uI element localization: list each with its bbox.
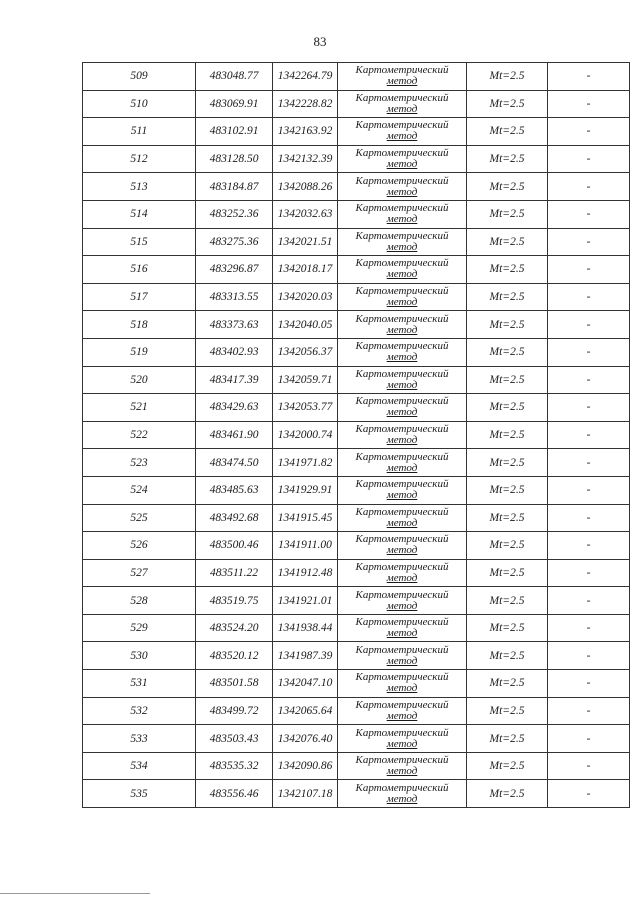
table-row [83, 559, 630, 587]
footer-divider [0, 893, 150, 894]
method-label: Картометрический [355, 340, 449, 353]
note-cell: - [548, 504, 630, 532]
accuracy-cell: Mt=2.5 [467, 587, 548, 615]
method-label: Картометрический [355, 505, 449, 518]
method-label-cont: метод [386, 158, 418, 171]
coordinate-x: 483500.46 [196, 532, 273, 560]
table-row [83, 118, 630, 146]
coordinate-y: 1341915.45 [273, 504, 338, 532]
point-number: 525 [83, 504, 196, 532]
table-row [83, 228, 630, 256]
note-cell: - [548, 256, 630, 284]
method-label-cont: метод [386, 682, 418, 695]
accuracy-cell: Mt=2.5 [467, 118, 548, 146]
method-label: Картометрический [355, 229, 449, 242]
method-label-cont: метод [386, 627, 418, 640]
accuracy-cell: Mt=2.5 [467, 90, 548, 118]
point-number: 516 [83, 256, 196, 284]
accuracy-cell: Mt=2.5 [467, 780, 548, 808]
method-cell [338, 725, 467, 753]
point-number: 515 [83, 228, 196, 256]
coordinate-y: 1341911.00 [273, 532, 338, 560]
table-row [83, 63, 630, 91]
coordinate-y: 1342088.26 [273, 173, 338, 201]
point-number: 526 [83, 532, 196, 560]
coordinate-x: 483524.20 [196, 614, 273, 642]
method-cell [338, 90, 467, 118]
method-cell [338, 587, 467, 615]
method-cell [338, 283, 467, 311]
coordinate-x: 483402.93 [196, 338, 273, 366]
point-number: 519 [83, 338, 196, 366]
table-row [83, 90, 630, 118]
coordinate-y: 1342040.05 [273, 311, 338, 339]
method-label: Картометрический [355, 671, 449, 684]
note-cell: - [548, 173, 630, 201]
method-label-cont: метод [386, 240, 418, 253]
coordinate-y: 1342053.77 [273, 394, 338, 422]
coordinate-x: 483296.87 [196, 256, 273, 284]
coordinate-y: 1342107.18 [273, 780, 338, 808]
table-row [83, 421, 630, 449]
method-label-cont: метод [386, 434, 418, 447]
method-label-cont: метод [386, 213, 418, 226]
coordinate-y: 1342065.64 [273, 697, 338, 725]
method-label: Картометрический [355, 119, 449, 132]
point-number: 529 [83, 614, 196, 642]
coordinate-y: 1342228.82 [273, 90, 338, 118]
method-cell [338, 780, 467, 808]
point-number: 512 [83, 145, 196, 173]
accuracy-cell: Mt=2.5 [467, 697, 548, 725]
accuracy-cell: Mt=2.5 [467, 63, 548, 91]
coordinate-x: 483373.63 [196, 311, 273, 339]
point-number: 523 [83, 449, 196, 477]
table-row [83, 697, 630, 725]
coordinate-x: 483252.36 [196, 200, 273, 228]
method-cell [338, 173, 467, 201]
note-cell: - [548, 476, 630, 504]
method-label: Картометрический [355, 257, 449, 270]
point-number: 522 [83, 421, 196, 449]
coordinate-x: 483313.55 [196, 283, 273, 311]
accuracy-cell: Mt=2.5 [467, 752, 548, 780]
coordinate-x: 483461.90 [196, 421, 273, 449]
method-label: Картометрический [355, 395, 449, 408]
accuracy-cell: Mt=2.5 [467, 283, 548, 311]
method-label-cont: метод [386, 378, 418, 391]
point-number: 533 [83, 725, 196, 753]
coordinate-x: 483474.50 [196, 449, 273, 477]
note-cell: - [548, 642, 630, 670]
point-number: 520 [83, 366, 196, 394]
method-label-cont: метод [386, 516, 418, 529]
coordinate-y: 1341938.44 [273, 614, 338, 642]
method-label-cont: метод [386, 599, 418, 612]
method-label-cont: метод [386, 461, 418, 474]
coordinate-y: 1342090.86 [273, 752, 338, 780]
note-cell: - [548, 449, 630, 477]
coordinate-x: 483519.75 [196, 587, 273, 615]
point-number: 513 [83, 173, 196, 201]
method-cell [338, 366, 467, 394]
table-row [83, 476, 630, 504]
method-cell [338, 63, 467, 91]
method-label-cont: метод [386, 765, 418, 778]
point-number: 511 [83, 118, 196, 146]
method-label: Картометрический [355, 781, 449, 794]
method-label-cont: метод [386, 185, 418, 198]
point-number: 518 [83, 311, 196, 339]
accuracy-cell: Mt=2.5 [467, 725, 548, 753]
note-cell: - [548, 228, 630, 256]
coordinate-y: 1342056.37 [273, 338, 338, 366]
method-cell [338, 752, 467, 780]
table-row [83, 670, 630, 698]
accuracy-cell: Mt=2.5 [467, 421, 548, 449]
coordinate-x: 483128.50 [196, 145, 273, 173]
note-cell: - [548, 532, 630, 560]
method-cell [338, 504, 467, 532]
method-label-cont: метод [386, 296, 418, 309]
point-number: 524 [83, 476, 196, 504]
point-number: 530 [83, 642, 196, 670]
table-row [83, 642, 630, 670]
accuracy-cell: Mt=2.5 [467, 338, 548, 366]
accuracy-cell: Mt=2.5 [467, 642, 548, 670]
note-cell: - [548, 614, 630, 642]
coordinate-y: 1342020.03 [273, 283, 338, 311]
accuracy-cell: Mt=2.5 [467, 228, 548, 256]
accuracy-cell: Mt=2.5 [467, 476, 548, 504]
method-label: Картометрический [355, 560, 449, 573]
coordinate-y: 1342032.63 [273, 200, 338, 228]
coordinate-x: 483069.91 [196, 90, 273, 118]
method-label: Картометрический [355, 202, 449, 215]
method-cell [338, 311, 467, 339]
method-label: Картометрический [355, 726, 449, 739]
note-cell: - [548, 283, 630, 311]
table-row [83, 283, 630, 311]
accuracy-cell: Mt=2.5 [467, 394, 548, 422]
note-cell: - [548, 780, 630, 808]
table-row [83, 532, 630, 560]
method-cell [338, 118, 467, 146]
method-label-cont: метод [386, 709, 418, 722]
note-cell: - [548, 670, 630, 698]
note-cell: - [548, 311, 630, 339]
note-cell: - [548, 587, 630, 615]
point-number: 510 [83, 90, 196, 118]
coordinate-y: 1342000.74 [273, 421, 338, 449]
method-label-cont: метод [386, 737, 418, 750]
coordinate-x: 483275.36 [196, 228, 273, 256]
method-label: Картометрический [355, 478, 449, 491]
method-label: Картометрический [355, 147, 449, 160]
method-label: Картометрический [355, 285, 449, 298]
method-label-cont: метод [386, 792, 418, 805]
table-row [83, 311, 630, 339]
accuracy-cell: Mt=2.5 [467, 311, 548, 339]
method-label-cont: метод [386, 544, 418, 557]
method-label: Картометрический [355, 533, 449, 546]
point-number: 534 [83, 752, 196, 780]
point-number: 509 [83, 63, 196, 91]
coordinate-x: 483492.68 [196, 504, 273, 532]
coordinate-x: 483511.22 [196, 559, 273, 587]
method-cell [338, 394, 467, 422]
point-number: 532 [83, 697, 196, 725]
point-number: 531 [83, 670, 196, 698]
point-number: 514 [83, 200, 196, 228]
table-row [83, 614, 630, 642]
method-label: Картометрический [355, 450, 449, 463]
table-row [83, 504, 630, 532]
coordinate-x: 483501.58 [196, 670, 273, 698]
method-label: Картометрический [355, 64, 449, 77]
method-cell [338, 559, 467, 587]
method-label: Картометрический [355, 698, 449, 711]
coordinate-x: 483417.39 [196, 366, 273, 394]
note-cell: - [548, 725, 630, 753]
accuracy-cell: Mt=2.5 [467, 145, 548, 173]
accuracy-cell: Mt=2.5 [467, 449, 548, 477]
accuracy-cell: Mt=2.5 [467, 504, 548, 532]
coordinate-x: 483048.77 [196, 63, 273, 91]
table-row [83, 780, 630, 808]
method-label: Картометрический [355, 91, 449, 104]
method-label-cont: метод [386, 130, 418, 143]
method-label-cont: метод [386, 268, 418, 281]
method-label-cont: метод [386, 489, 418, 502]
coordinate-x: 483520.12 [196, 642, 273, 670]
table-row [83, 587, 630, 615]
table-row [83, 752, 630, 780]
point-number: 517 [83, 283, 196, 311]
coordinate-y: 1342264.79 [273, 63, 338, 91]
coordinate-y: 1342076.40 [273, 725, 338, 753]
table-row [83, 366, 630, 394]
method-label: Картометрический [355, 643, 449, 656]
method-label-cont: метод [386, 323, 418, 336]
coordinate-y: 1342021.51 [273, 228, 338, 256]
note-cell: - [548, 145, 630, 173]
accuracy-cell: Mt=2.5 [467, 256, 548, 284]
method-cell [338, 614, 467, 642]
method-label-cont: метод [386, 406, 418, 419]
coordinate-y: 1341971.82 [273, 449, 338, 477]
method-cell [338, 697, 467, 725]
table-row [83, 173, 630, 201]
method-label-cont: метод [386, 75, 418, 88]
method-label-cont: метод [386, 654, 418, 667]
method-label: Картометрический [355, 616, 449, 629]
coordinate-x: 483503.43 [196, 725, 273, 753]
method-cell [338, 642, 467, 670]
table-row [83, 338, 630, 366]
table-row [83, 256, 630, 284]
coordinate-y: 1342132.39 [273, 145, 338, 173]
coordinate-x: 483499.72 [196, 697, 273, 725]
coordinate-x: 483429.63 [196, 394, 273, 422]
method-cell [338, 532, 467, 560]
point-number: 521 [83, 394, 196, 422]
method-cell [338, 476, 467, 504]
coordinates-table-body [83, 63, 630, 808]
note-cell: - [548, 90, 630, 118]
method-label-cont: метод [386, 571, 418, 584]
method-cell [338, 145, 467, 173]
method-cell [338, 228, 467, 256]
accuracy-cell: Mt=2.5 [467, 173, 548, 201]
coordinate-x: 483184.87 [196, 173, 273, 201]
point-number: 535 [83, 780, 196, 808]
method-label: Картометрический [355, 312, 449, 325]
note-cell: - [548, 200, 630, 228]
accuracy-cell: Mt=2.5 [467, 366, 548, 394]
note-cell: - [548, 559, 630, 587]
coordinate-y: 1341987.39 [273, 642, 338, 670]
coordinate-y: 1342018.17 [273, 256, 338, 284]
method-label: Картометрический [355, 367, 449, 380]
accuracy-cell: Mt=2.5 [467, 614, 548, 642]
method-label: Картометрический [355, 174, 449, 187]
method-cell [338, 200, 467, 228]
coordinate-y: 1341912.48 [273, 559, 338, 587]
table-row [83, 449, 630, 477]
coordinate-y: 1342047.10 [273, 670, 338, 698]
coordinate-y: 1341929.91 [273, 476, 338, 504]
table-row [83, 394, 630, 422]
method-label: Картометрический [355, 754, 449, 767]
method-cell [338, 670, 467, 698]
coordinate-y: 1341921.01 [273, 587, 338, 615]
accuracy-cell: Mt=2.5 [467, 670, 548, 698]
note-cell: - [548, 63, 630, 91]
accuracy-cell: Mt=2.5 [467, 532, 548, 560]
coordinate-y: 1342059.71 [273, 366, 338, 394]
coordinate-y: 1342163.92 [273, 118, 338, 146]
method-label-cont: метод [386, 351, 418, 364]
table-row [83, 725, 630, 753]
point-number: 527 [83, 559, 196, 587]
note-cell: - [548, 697, 630, 725]
method-label-cont: метод [386, 102, 418, 115]
method-label: Картометрический [355, 423, 449, 436]
note-cell: - [548, 338, 630, 366]
note-cell: - [548, 118, 630, 146]
method-cell [338, 421, 467, 449]
note-cell: - [548, 752, 630, 780]
table-row [83, 145, 630, 173]
note-cell: - [548, 394, 630, 422]
coordinate-x: 483535.32 [196, 752, 273, 780]
coordinate-x: 483485.63 [196, 476, 273, 504]
table-row [83, 200, 630, 228]
method-cell [338, 338, 467, 366]
method-cell [338, 449, 467, 477]
method-label: Картометрический [355, 588, 449, 601]
note-cell: - [548, 366, 630, 394]
point-number: 528 [83, 587, 196, 615]
coordinate-x: 483556.46 [196, 780, 273, 808]
coordinates-table [82, 62, 630, 808]
method-cell [338, 256, 467, 284]
accuracy-cell: Mt=2.5 [467, 559, 548, 587]
coordinate-x: 483102.91 [196, 118, 273, 146]
page-number: 83 [313, 34, 327, 49]
accuracy-cell: Mt=2.5 [467, 200, 548, 228]
note-cell: - [548, 421, 630, 449]
